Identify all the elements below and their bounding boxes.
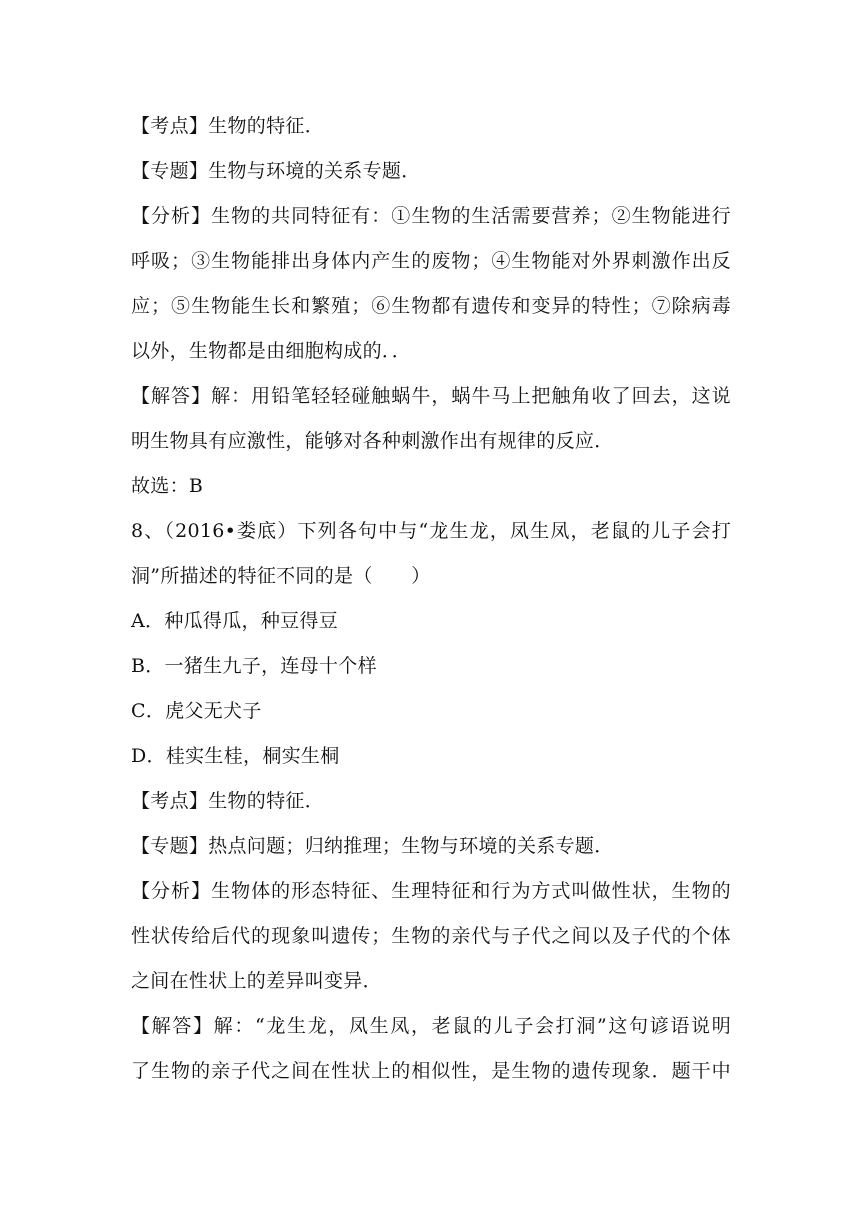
fenxi-line-2: 呼吸；③生物能排出身体内产生的废物；④生物能对外界刺激作出反 — [131, 250, 731, 272]
question-8-line-1: 8、（2016•娄底）下列各句中与“龙生龙，凤生凤，老鼠的儿子会打 — [131, 520, 731, 542]
fenxi-2-line-3: 之间在性状上的差异叫变异． — [131, 970, 382, 992]
jieda-line-2: 明生物具有应激性，能够对各种刺激作出有规律的反应． — [131, 430, 614, 452]
fenxi-line-3: 应；⑤生物能生长和繁殖；⑥生物都有遗传和变异的特性；⑦除病毒 — [131, 295, 731, 317]
zhuanti-line-1: 【专题】生物与环境的关系专题． — [131, 160, 421, 182]
kaodian-line-1: 【考点】生物的特征． — [131, 115, 325, 137]
option-d: D．桂实生桂，桐实生桐 — [131, 745, 340, 767]
kaodian-line-2: 【考点】生物的特征． — [131, 790, 325, 812]
question-8-line-2: 洞”所描述的特征不同的是（ ） — [131, 565, 431, 587]
fenxi-2-line-2: 性状传给后代的现象叫遗传；生物的亲代与子代之间以及子代的个体 — [131, 925, 731, 947]
option-c: C．虎父无犬子 — [131, 700, 262, 722]
answer-line: 故选：B — [131, 475, 204, 497]
jieda-2-line-1: 【解答】解：“龙生龙，凤生凤，老鼠的儿子会打洞”这句谚语说明 — [131, 1015, 731, 1037]
zhuanti-line-2: 【专题】热点问题；归纳推理；生物与环境的关系专题． — [131, 835, 614, 857]
fenxi-2-line-1: 【分析】生物体的形态特征、生理特征和行为方式叫做性状，生物的 — [131, 880, 731, 902]
option-b: B．一猪生九子，连母十个样 — [131, 655, 377, 677]
jieda-line-1: 【解答】解：用铅笔轻轻碰触蜗牛，蜗牛马上把触角收了回去，这说 — [131, 385, 731, 407]
fenxi-line-4: 以外，生物都是由细胞构成的．． — [131, 340, 412, 362]
jieda-2-line-2: 了生物的亲子代之间在性状上的相似性，是生物的遗传现象．题干中 — [131, 1060, 731, 1082]
fenxi-line-1: 【分析】生物的共同特征有：①生物的生活需要营养；②生物能进行 — [131, 205, 731, 227]
option-a: A．种瓜得瓜，种豆得豆 — [131, 610, 339, 632]
